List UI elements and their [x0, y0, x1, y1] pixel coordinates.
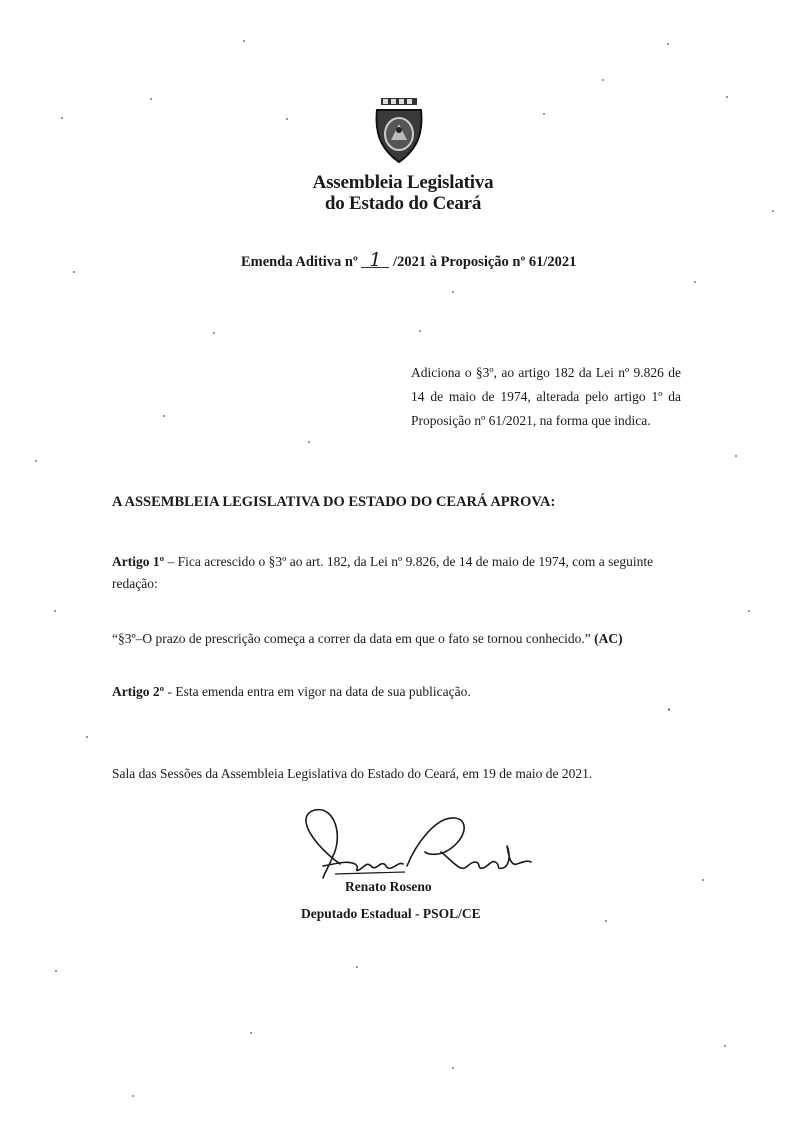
amendment-number-handwritten: 1 — [361, 253, 389, 268]
session-place-date: Sala das Sessões da Assembleia Legislativa do Estado do Ceará, em 19 de maio de 2021. — [112, 766, 593, 781]
coat-of-arms-icon — [373, 96, 425, 166]
article-2-label: Artigo 2º — [112, 684, 165, 699]
signer-name: Renato Roseno — [345, 879, 432, 894]
article-1 — [112, 551, 686, 595]
quoted-paragraph-tag: (AC) — [594, 631, 623, 646]
amendment-suffix: /2021 à Proposição nº 61/2021 — [389, 254, 577, 270]
amendment-summary: Adiciona o §3º, ao artigo 182 da Lei nº 9.826 de 14 de maio de 1974, alterada pelo artigo 1º da Proposição nº 61/2021, na forma que indica. — [411, 365, 681, 428]
article-1-label: Artigo 1º — [112, 554, 165, 569]
approval-heading: A ASSEMBLEIA LEGISLATIVA DO ESTADO DO CEARÁ APROVA: — [112, 494, 556, 510]
article-2 — [112, 684, 471, 700]
signer-role: Deputado Estadual - PSOL/CE — [301, 906, 481, 921]
article-2-text: - Esta emenda entra em vigor na data de sua publicação. — [164, 684, 471, 699]
quoted-paragraph-text: “§3º–O prazo de prescrição começa a correr da data em que o fato se tornou conhecido.” — [112, 631, 595, 646]
amendment-prefix: Emenda Aditiva nº — [241, 254, 362, 270]
amendment-title — [241, 249, 577, 271]
quoted-paragraph — [112, 631, 623, 647]
handwritten-signature — [295, 806, 535, 886]
article-1-text: – Fica acrescido o §3º ao art. 182, da Lei nº 9.826, de 14 de maio de 1974, com a seguinte redação: — [112, 554, 654, 591]
institution-name-line2: do Estado do Ceará — [324, 193, 482, 214]
institution-name-line1: Assembleia Legislativa — [312, 172, 494, 193]
